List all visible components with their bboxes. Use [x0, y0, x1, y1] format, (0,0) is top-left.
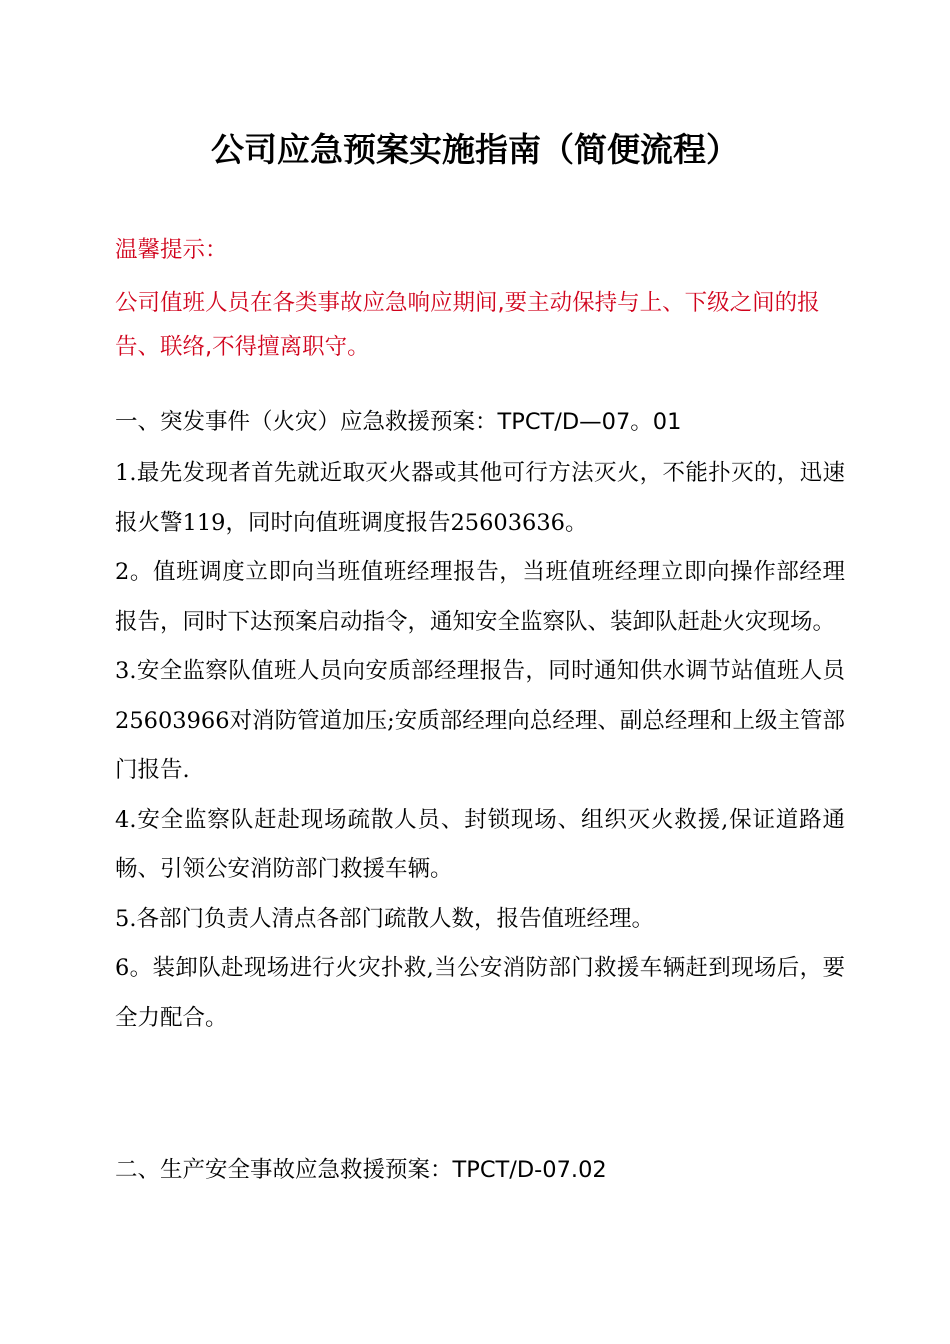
notice-label: 温馨提示：: [115, 237, 228, 263]
step-item: 2。值班调度立即向当班值班经理报告，当班值班经理立即向操作部经理报告，同时下达预案启动指令，通知安全监察队、装卸队赶赴火灾现场。: [115, 559, 845, 635]
fire-steps-list: [115, 449, 845, 1043]
page-title: 公司应急预案实施指南（简便流程）: [211, 130, 739, 169]
step-item: 4.安全监察队赶赴现场疏散人员、封锁现场、组织灭火救援,保证道路通畅、引领公安消防部门救援车辆。: [115, 806, 845, 882]
step-item: 6。装卸队赴现场进行火灾扑救,当公安消防部门救援车辆赶到现场后，要全力配合。: [115, 955, 845, 1031]
step-item: 1.最先发现者首先就近取灭火器或其他可行方法灭火，不能扑灭的，迅速报火警119，同时向值班调度报告25603636。: [115, 460, 845, 536]
section-heading-production-safety: 二、生产安全事故应急救援预案：TPCT/D-07.02: [115, 1157, 607, 1183]
step-item: 3.安全监察队值班人员向安质部经理报告，同时通知供水调节站值班人员25603966对消防管道加压;安质部经理向总经理、副总经理和上级主管部门报告.: [115, 658, 845, 783]
section-heading-fire: 一、突发事件（火灾）应急救援预案：TPCT/D—07。01: [115, 409, 682, 435]
step-item: 5.各部门负责人清点各部门疏散人数，报告值班经理。: [115, 905, 654, 932]
notice-body: 公司值班人员在各类事故应急响应期间,要主动保持与上、下级之间的报告、联络,不得擅离职守。: [115, 290, 820, 360]
